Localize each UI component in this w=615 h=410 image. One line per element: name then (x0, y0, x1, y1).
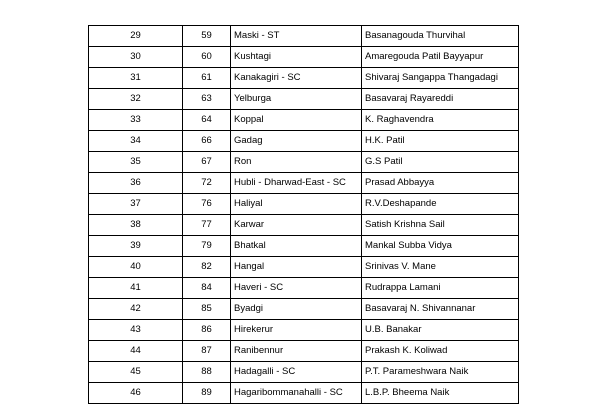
constituency-name-cell: Ranibennur (231, 341, 362, 362)
sl-number-cell: 31 (89, 68, 183, 89)
constituency-number-cell: 84 (183, 278, 231, 299)
constituency-name-cell: Kushtagi (231, 47, 362, 68)
constituency-name-cell: Hirekerur (231, 320, 362, 341)
candidate-name-cell: H.K. Patil (362, 131, 519, 152)
constituency-number-cell: 66 (183, 131, 231, 152)
sl-number-cell: 40 (89, 257, 183, 278)
candidate-name-cell: Satish Krishna Sail (362, 215, 519, 236)
sl-number-cell: 37 (89, 194, 183, 215)
table-row (89, 173, 519, 194)
constituency-name-cell: Haliyal (231, 194, 362, 215)
candidate-name-cell: L.B.P. Bheema Naik (362, 383, 519, 404)
table-row (89, 320, 519, 341)
sl-number-cell: 35 (89, 152, 183, 173)
table-row (89, 299, 519, 320)
constituency-name-cell: Hagaribommanahalli - SC (231, 383, 362, 404)
sl-number-cell: 45 (89, 362, 183, 383)
table-row (89, 257, 519, 278)
table-row (89, 194, 519, 215)
sl-number-cell: 44 (89, 341, 183, 362)
sl-number-cell: 34 (89, 131, 183, 152)
constituency-name-cell: Gadag (231, 131, 362, 152)
candidate-table-body (89, 26, 519, 404)
table-row (89, 152, 519, 173)
candidate-table (88, 25, 519, 404)
constituency-name-cell: Hangal (231, 257, 362, 278)
candidate-name-cell: Prasad Abbayya (362, 173, 519, 194)
constituency-number-cell: 64 (183, 110, 231, 131)
sl-number-cell: 42 (89, 299, 183, 320)
sl-number-cell: 38 (89, 215, 183, 236)
constituency-number-cell: 72 (183, 173, 231, 194)
constituency-number-cell: 88 (183, 362, 231, 383)
table-row (89, 68, 519, 89)
sl-number-cell: 39 (89, 236, 183, 257)
constituency-number-cell: 85 (183, 299, 231, 320)
constituency-number-cell: 60 (183, 47, 231, 68)
constituency-name-cell: Maski - ST (231, 26, 362, 47)
table-row (89, 383, 519, 404)
table-row (89, 278, 519, 299)
constituency-number-cell: 76 (183, 194, 231, 215)
constituency-number-cell: 61 (183, 68, 231, 89)
candidate-name-cell: Basavaraj Rayareddi (362, 89, 519, 110)
sl-number-cell: 33 (89, 110, 183, 131)
constituency-name-cell: Hadagalli - SC (231, 362, 362, 383)
table-row (89, 215, 519, 236)
candidate-name-cell: Basanagouda Thurvihal (362, 26, 519, 47)
constituency-name-cell: Koppal (231, 110, 362, 131)
sl-number-cell: 36 (89, 173, 183, 194)
candidate-name-cell: K. Raghavendra (362, 110, 519, 131)
table-row (89, 47, 519, 68)
sl-number-cell: 29 (89, 26, 183, 47)
sl-number-cell: 41 (89, 278, 183, 299)
table-row (89, 26, 519, 47)
candidate-name-cell: Mankal Subba Vidya (362, 236, 519, 257)
constituency-number-cell: 87 (183, 341, 231, 362)
table-row (89, 362, 519, 383)
candidate-table-container (88, 25, 518, 404)
constituency-name-cell: Haveri - SC (231, 278, 362, 299)
sl-number-cell: 43 (89, 320, 183, 341)
candidate-name-cell: Amaregouda Patil Bayyapur (362, 47, 519, 68)
constituency-name-cell: Ron (231, 152, 362, 173)
candidate-name-cell: R.V.Deshapande (362, 194, 519, 215)
constituency-number-cell: 77 (183, 215, 231, 236)
constituency-name-cell: Byadgi (231, 299, 362, 320)
table-row (89, 110, 519, 131)
constituency-number-cell: 82 (183, 257, 231, 278)
candidate-name-cell: Prakash K. Koliwad (362, 341, 519, 362)
constituency-name-cell: Kanakagiri - SC (231, 68, 362, 89)
candidate-name-cell: U.B. Banakar (362, 320, 519, 341)
constituency-name-cell: Karwar (231, 215, 362, 236)
table-row (89, 131, 519, 152)
sl-number-cell: 30 (89, 47, 183, 68)
constituency-number-cell: 79 (183, 236, 231, 257)
constituency-name-cell: Hubli - Dharwad-East - SC (231, 173, 362, 194)
candidate-name-cell: P.T. Parameshwara Naik (362, 362, 519, 383)
table-row (89, 341, 519, 362)
constituency-name-cell: Bhatkal (231, 236, 362, 257)
constituency-number-cell: 86 (183, 320, 231, 341)
candidate-name-cell: Shivaraj Sangappa Thangadagi (362, 68, 519, 89)
sl-number-cell: 46 (89, 383, 183, 404)
table-row (89, 89, 519, 110)
constituency-number-cell: 59 (183, 26, 231, 47)
candidate-name-cell: Basavaraj N. Shivannanar (362, 299, 519, 320)
sl-number-cell: 32 (89, 89, 183, 110)
table-row (89, 236, 519, 257)
constituency-number-cell: 67 (183, 152, 231, 173)
candidate-name-cell: Rudrappa Lamani (362, 278, 519, 299)
constituency-number-cell: 63 (183, 89, 231, 110)
candidate-name-cell: Srinivas V. Mane (362, 257, 519, 278)
constituency-name-cell: Yelburga (231, 89, 362, 110)
candidate-name-cell: G.S Patil (362, 152, 519, 173)
constituency-number-cell: 89 (183, 383, 231, 404)
